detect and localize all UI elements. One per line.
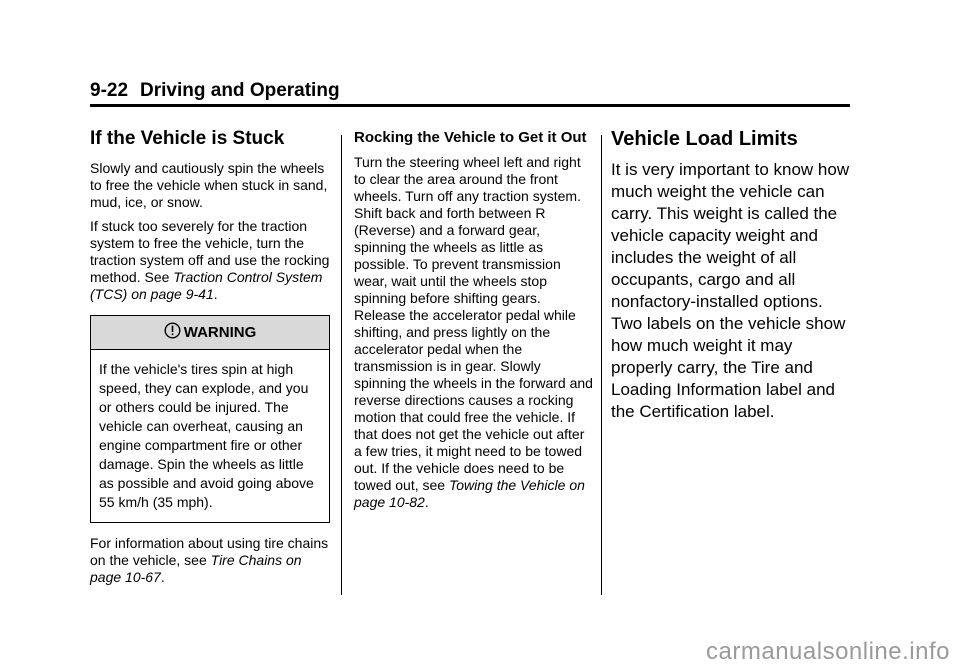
page-number: 9-22 [90,80,129,101]
warning-box [90,315,330,523]
page-header [90,80,850,107]
heading-load-limits: Vehicle Load Limits [611,128,798,150]
stuck-paragraph-3-text: For information about using tire chains on the vehicle, see [90,535,329,568]
stuck-paragraph-2-text: If stuck too severely for the traction system to free the vehicle, turn the traction system off and use the rocking method. See [90,218,330,285]
rocking-paragraph [354,154,594,511]
stuck-paragraph-3 [90,535,330,586]
towing-cross-reference[interactable]: Towing the Vehicle on page 10-82 [354,477,585,510]
load-limits-paragraph: It is very important to know how much weight the vehicle can carry. This weight is called the vehicle capacity weight and includes the weight of all occupants, cargo and all nonfactory-installed options. Two labels on the vehicle show how much weight it may properly carry, the Tire and Loading Information label and the Certification label. [611,160,850,421]
warning-circle-icon [164,322,181,343]
warning-header [91,316,329,350]
column-3 [611,120,851,430]
warning-text: If the vehicle's tires spin at high speed, they can explode, and you or others could be injured. The vehicle can overheat, causing an engine compartment fire or other damage. Spin the wheels as little as possible and avoid going above 55 km/h (35 mph). [99,361,314,510]
tire-chains-cross-reference[interactable]: Tire Chains on page 10-67 [90,552,302,585]
stuck-paragraph-3-end: . [160,569,165,585]
heading-vehicle-stuck: If the Vehicle is Stuck [90,128,285,149]
section-title: Driving and Operating [140,80,340,101]
column-divider-2 [601,135,602,595]
stuck-paragraph-2-end: . [213,286,218,302]
rocking-paragraph-end: . [424,494,429,510]
warning-title: WARNING [183,324,257,341]
column-2 [354,120,594,518]
rocking-paragraph-text: Turn the steering wheel left and right to clear the area around the front wheels. Turn off any traction system. Shift back and forth between R (Reverse) and a forward gear, spinning the wheels as little as possible. To prevent transmission wear, wait until the wheels stop spinning before shifting gears. Release the accelerator pedal while shifting, and press lightly on the accelerator pedal when the transmission is in gear. Slowly spinning the wheels in the forward and reverse directions causes a rocking motion that could free the vehicle. If that does not get the vehicle out after a few tries, it might need to be towed out. If the vehicle does need to be towed out, see [354,154,593,493]
warning-body [91,350,329,522]
column-1 [90,120,330,593]
stuck-paragraph-1: Slowly and cautiously spin the wheels to free the vehicle when stuck in sand, mud, ice, or snow. [90,160,328,210]
tcs-cross-reference[interactable]: Traction Control System (TCS) on page 9-41 [90,269,323,302]
column-divider-1 [341,135,342,595]
heading-rocking-vehicle: Rocking the Vehicle to Get it Out [354,129,587,146]
watermark: carmanualsonline.info [706,638,950,665]
stuck-paragraph-2 [90,218,330,303]
